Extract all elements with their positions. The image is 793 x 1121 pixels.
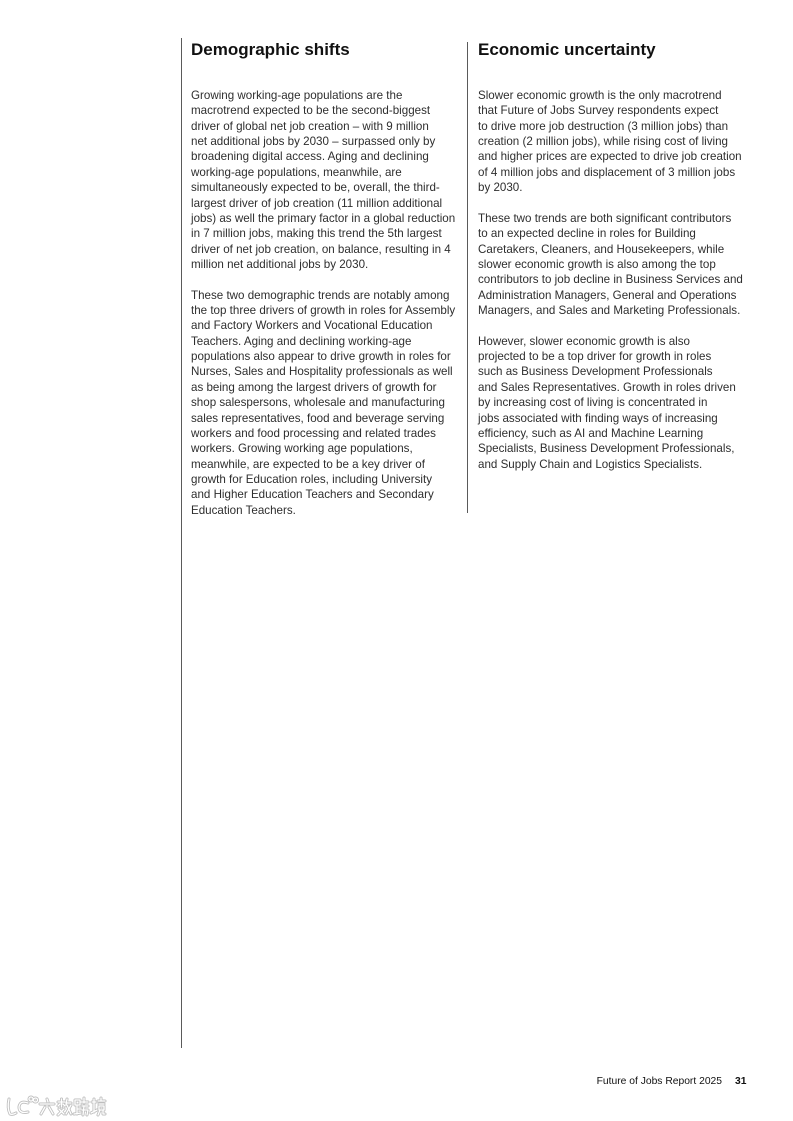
paragraph-line: Administration Managers, General and Operations [478, 288, 737, 302]
paragraph-line: sales representatives, food and beverage serving [191, 411, 445, 425]
paragraph [478, 211, 743, 319]
paragraph-line: and Sales Representatives. Growth in roles driven [478, 380, 736, 394]
paragraph-line: working-age populations, meanwhile, are [191, 165, 402, 179]
paragraph-line: These two trends are both significant contributors [478, 211, 732, 225]
paragraph-line: in 7 million jobs, making this trend the 5th largest [191, 227, 442, 241]
section-body [191, 88, 455, 533]
section-heading: Economic uncertainty [478, 40, 656, 59]
paragraph-line: contributors to job decline in Business Services and [478, 273, 743, 287]
paragraph-line: of 4 million jobs and displacement of 3 million jobs [478, 165, 736, 179]
left-column-rule [181, 38, 182, 1048]
paragraph-line: driver of global net job creation – with 9 million [191, 119, 429, 133]
paragraph-line: macrotrend expected to be the second-biggest [191, 104, 431, 118]
paragraph-line: shop salespersons, wholesale and manufacturing [191, 396, 445, 410]
footer-report-title: Future of Jobs Report 2025 [596, 1076, 722, 1087]
paragraph-line: as being among the largest drivers of growth for [191, 380, 437, 394]
paragraph-line: Specialists, Business Development Professionals, [478, 442, 735, 456]
section-heading: Demographic shifts [191, 40, 350, 59]
paragraph-line: broadening digital access. Aging and declining [191, 150, 429, 164]
paragraph-line: Education Teachers. [191, 503, 296, 517]
paragraph-line: Slower economic growth is the only macrotrend [478, 89, 722, 102]
paragraph-line: Managers, and Sales and Marketing Professionals. [478, 304, 741, 318]
paragraph-line: workers and food processing and related trades [191, 426, 436, 440]
paragraph-line: net additional jobs by 2030 – surpassed only by [191, 135, 436, 149]
paragraph-line: and Supply Chain and Logistics Specialists. [478, 457, 703, 471]
paragraph-line: Nurses, Sales and Hospitality professionals as well [191, 365, 453, 379]
paragraph-line: efficiency, such as AI and Machine Learning [478, 426, 704, 440]
paragraph-line: growth for Education roles, including University [191, 472, 433, 486]
paragraph-line: by 2030. [478, 181, 523, 195]
paragraph-line: projected to be a top driver for growth in roles [478, 350, 712, 364]
paragraph-line: the top three drivers of growth in roles for Assembly [191, 304, 456, 318]
paragraph-line: These two demographic trends are notably among [191, 288, 450, 302]
paragraph-line: Caretakers, Cleaners, and Housekeepers, while [478, 242, 725, 256]
paragraph-line: to drive more job destruction (3 million jobs) than [478, 119, 729, 133]
paragraph-line: slower economic growth is also among the top [478, 257, 716, 271]
paragraph-line: However, slower economic growth is also [478, 334, 690, 348]
demographic-shifts-column [191, 0, 463, 520]
paragraph-line: jobs) as well the primary factor in a global reduction [191, 211, 456, 225]
paragraph-line: Growing working-age populations are the [191, 89, 403, 102]
paragraph-line: creation (2 million jobs), while rising cost of living [478, 135, 729, 149]
paragraph-line: million net additional jobs by 2030. [191, 257, 369, 271]
paragraph-line: meanwhile, are expected to be a key driver of [191, 457, 425, 471]
watermark-logo [4, 1094, 108, 1120]
paragraph-line: to an expected decline in roles for Building [478, 227, 696, 241]
section-body [478, 88, 743, 487]
paragraph-line: driver of net job creation, on balance, resulting in 4 [191, 242, 451, 256]
paragraph [478, 88, 743, 196]
paragraph [478, 334, 743, 472]
paragraph-line: that Future of Jobs Survey respondents expect [478, 104, 719, 118]
paragraph-line: simultaneously expected to be, overall, the third- [191, 181, 440, 195]
paragraph-line: Teachers. Aging and declining working-age [191, 334, 412, 348]
paragraph-line: and Factory Workers and Vocational Education [191, 319, 433, 333]
footer-page-number: 31 [735, 1076, 747, 1087]
paragraph-line: largest driver of job creation (11 million additional [191, 196, 443, 210]
paragraph-line: such as Business Development Professionals [478, 365, 713, 379]
paragraph [191, 88, 455, 272]
paragraph-line: and higher prices are expected to drive job creation [478, 150, 742, 164]
paragraph-line: and Higher Education Teachers and Secondary [191, 488, 434, 502]
economic-uncertainty-column [478, 0, 750, 520]
paragraph-line: by increasing cost of living is concentrated in [478, 396, 708, 410]
paragraph-line: workers. Growing working age populations, [191, 442, 413, 456]
right-column-rule [467, 42, 468, 513]
paragraph [191, 288, 455, 518]
paragraph-line: populations also appear to drive growth in roles for [191, 350, 451, 364]
paragraph-line: jobs associated with finding ways of increasing [478, 411, 718, 425]
